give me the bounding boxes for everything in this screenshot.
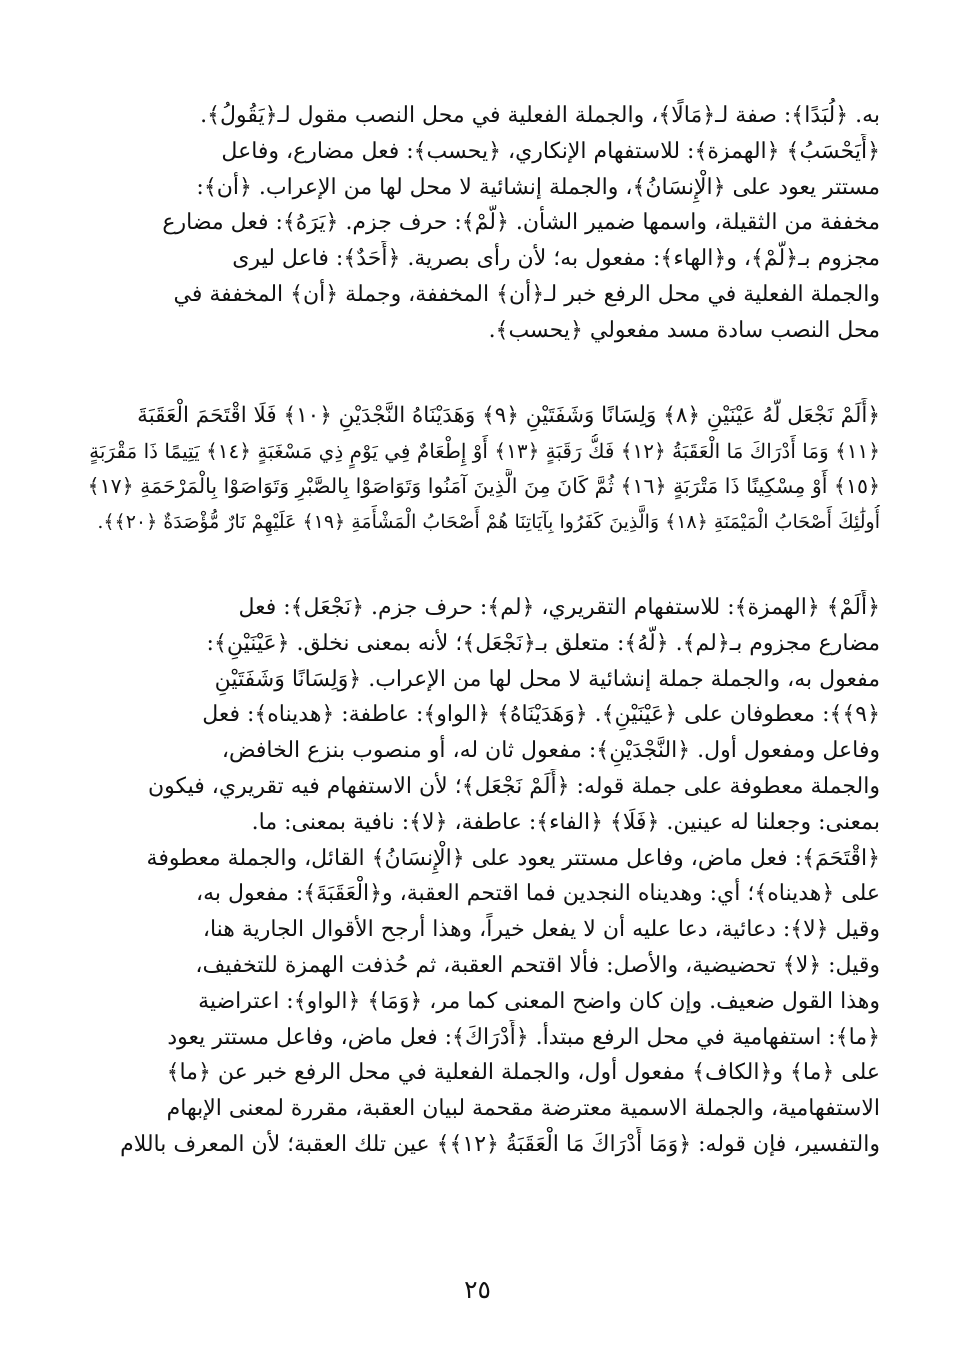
verse-line: أُولَٰئِكَ أَصْحَابُ الْمَيْمَنَةِ ﴿١٨﴾ وَالَّذِينَ كَفَرُوا بِآيَاتِنَا هُمْ أَصْحَابُ الْمَشْأَمَةِ ﴿١٩﴾ عَلَيْهِمْ نَارٌ مُّؤْصَدَةٌ ﴿٢٠﴾﴾. (97, 510, 880, 533)
paragraph-parsing-verses-8-12 (80, 590, 880, 1163)
paragraph-2-line: بمعنى: وجعلنا له عينين. ﴿فَلَا﴾ ﴿الفاء﴾: عاطفة، ﴿لا﴾: نافية بمعنى: ما. (251, 809, 880, 835)
quran-verses-8-20 (80, 398, 880, 540)
paragraph-2-line: وهذا القول ضعيف. وإن كان واضح المعنى كما مر، ﴿وَمَا﴾ ﴿الواو﴾: اعتراضية (198, 988, 880, 1014)
paragraph-2-line: على ﴿هديناه﴾؛ أي: وهديناه النجدين فما اقتحم العقبة، و﴿الْعَقَبَةَ﴾: مفعول به، (195, 881, 880, 907)
paragraph-2-line: ﴿اقْتَحَمَ﴾: فعل ماض، وفاعل مستتر يعود على ﴿الْإِنسَانُ﴾ القائل، والجملة معطوفة (146, 845, 880, 871)
paragraph-2-line: وفاعل ومفعول أول. ﴿النَّجْدَيْنِ﴾: مفعول ثان له، أو منصوب بنزع الخافض، (221, 738, 880, 764)
paragraph-2-line: مضارع مجزوم بـ﴿لم﴾. ﴿لَّهُ﴾: متعلق بـ﴿نَجْعَل﴾؛ لأنه بمعنى نخلق. ﴿عَيْنَيْنِ﴾: (206, 630, 880, 656)
paragraph-parsing-verses-6-7 (80, 98, 880, 349)
paragraph-1-line: مجزوم بـ﴿لَّمْ﴾، و﴿الهاء﴾: مفعول به؛ لأن رأى بصرية. ﴿أَحَدٌ﴾: فاعل ليرى (232, 246, 880, 272)
page-number: ٢٥ (464, 1275, 491, 1304)
paragraph-1-line: مستتر يعود على ﴿الْإِنسَانُ﴾، والجملة إنشائية لا محل لها من الإعراب. ﴿أن﴾: (196, 174, 880, 200)
paragraph-2-line: ﴿ما﴾: استفهامية في محل الرفع مبتدأ. ﴿أَدْرَاكَ﴾: فعل ماض، وفاعل مستتر يعود (167, 1024, 880, 1050)
paragraph-2-line: ﴿٩﴾﴾: معطوفان على ﴿عَيْنَيْنِ﴾. ﴿وَهَدَيْنَاهُ﴾ ﴿الواو﴾: عاطفة: ﴿هديناه﴾: فعل (202, 702, 880, 728)
paragraph-2-line: والتفسير، فإن قوله: ﴿وَمَا أَدْرَاكَ مَا الْعَقَبَةُ ﴿١٢﴾﴾ عين تلك العقبة؛ لأن المعرف باللام (120, 1131, 880, 1157)
verse-line: ﴿أَلَمْ نَجْعَل لَّهُ عَيْنَيْنِ ﴿٨﴾ وَلِسَانًا وَشَفَتَيْنِ ﴿٩﴾ وَهَدَيْنَاهُ النَّجْدَيْنِ ﴿١٠﴾ فَلَا اقْتَحَمَ الْعَقَبَةَ (137, 403, 880, 428)
paragraph-2-line: وقيل ﴿لا﴾: دعائية، دعا عليه أن لا يفعل خيراً، وهذا أرجح الأقوال الجارية هنا، (202, 917, 880, 943)
verse-line: ﴿١١﴾ وَمَا أَدْرَاكَ مَا الْعَقَبَةُ ﴿١٢﴾ فَكُّ رَقَبَةٍ ﴿١٣﴾ أَوْ إِطْعَامٌ فِي يَوْمٍ ذِي مَسْغَبَةٍ ﴿١٤﴾ يَتِيمًا ذَا مَقْرَبَةٍ (89, 438, 880, 463)
paragraph-1-line: محل النصب سادة مسد مفعولي ﴿يحسب﴾. (488, 317, 880, 343)
paragraph-2-line: مفعول به، والجملة جملة إنشائية لا محل لها من الإعراب. ﴿وَلِسَانًا وَشَفَتَيْنِ (214, 666, 880, 692)
paragraph-2-line: على ﴿ما﴾ و﴿الكاف﴾ مفعول أول، والجملة الفعلية في محل الرفع خبر عن ﴿ما﴾ (166, 1060, 880, 1086)
verse-line: ﴿١٥﴾ أَوْ مِسْكِينًا ذَا مَتْرَبَةٍ ﴿١٦﴾ ثُمَّ كَانَ مِنَ الَّذِينَ آمَنُوا وَتَوَاصَوْا بِالصَّبْرِ وَتَوَاصَوْا بِالْمَرْحَمَةِ ﴿١٧﴾ (87, 474, 880, 499)
paragraph-1-line: ﴿أَيَحْسَبُ﴾ ﴿الهمزة﴾: للاستفهام الإنكاري، ﴿يحسب﴾: فعل مضارع، وفاعل (221, 138, 880, 164)
paragraph-2-line: وقيل: ﴿لا﴾ تحضيضية، والأصل: فألا اقتحم العقبة، ثم حُذفت الهمزة للتخفيف، (195, 952, 880, 978)
paragraph-1-line: والجملة الفعلية في محل الرفع خبر لـ﴿أن﴾ المخففة، وجملة ﴿أن﴾ المخففة في (173, 281, 880, 307)
paragraph-2-line: الاستفهامية، والجملة الاسمية معترضة مقحمة لبيان العقبة، مقررة لمعنى الإبهام (166, 1096, 880, 1122)
paragraph-2-line: ﴿أَلَمْ﴾ ﴿الهمزة﴾: للاستفهام التقريري، ﴿لم﴾: حرف جزم. ﴿نَجْعَل﴾: فعل (238, 595, 880, 620)
paragraph-1-line: مخففة من الثقيلة، واسمها ضمير الشأن. ﴿لَّمْ﴾: حرف جزم. ﴿يَرَهُ﴾: فعل مضارع (162, 210, 880, 236)
paragraph-2-line: والجملة معطوفة على جملة قوله: ﴿أَلَمْ نَجْعَل﴾؛ لأن الاستفهام فيه تقريري، فيكون (147, 773, 880, 799)
paragraph-1-line: به. ﴿لُبَدًا﴾: صفة لـ﴿مَالًا﴾، والجملة الفعلية في محل النصب مقول لـ﴿يَقُولُ﴾. (200, 103, 880, 128)
